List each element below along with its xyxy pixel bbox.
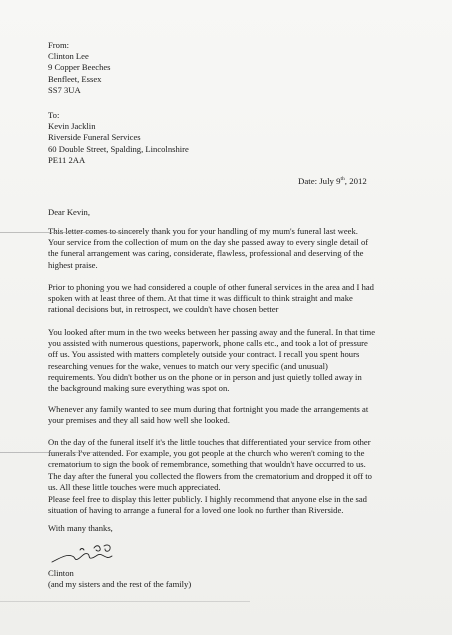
paragraph-line: the background making sure everything was spot on. (48, 383, 230, 394)
paragraph-line: you assisted with numerous questions, paperwork, phone calls etc., and took a lot of pressure (48, 338, 368, 349)
sender-town: Benfleet, Essex (48, 73, 102, 84)
recipient-address (48, 110, 189, 166)
paragraph-line: off us. You assisted with matters completely outside your contract. I recall you spent hours (48, 349, 360, 360)
paragraph-line: Please feel free to display this letter publicly. I highly recommend that anyone else in the sad (48, 494, 367, 504)
paragraph-line: spoken with at least three of them. At that time it was difficult to think straight and make (48, 293, 353, 304)
letter-date (298, 176, 367, 187)
paragraph-line: the funeral arrangement was caring, considerate, flawless, professional and deserving of the (48, 248, 364, 259)
scan-artifact-line (0, 452, 120, 453)
recipient-postcode: PE11 2AA (48, 154, 86, 165)
paragraph-line: requirements. You didn't bother us on the phone or in person and just quietly tolled away in (48, 371, 362, 382)
paragraph-line: Your service from the collection of mum on the day she passed away to every single detail of (48, 237, 369, 248)
handwritten-signature (50, 540, 140, 566)
sender-street: 9 Copper Beeches (48, 62, 111, 73)
paragraph-1 (48, 226, 420, 271)
from-label: From: (48, 40, 70, 50)
paragraph-line: us. All these little touches were much appreciated. (48, 481, 221, 492)
paragraph-4 (48, 404, 420, 426)
paragraph-3 (48, 327, 420, 394)
paragraph-line: crematorium to sign the book of remembrance, something that wouldn't have occurred to us. (48, 459, 366, 470)
paragraph-line: rational decisions but, in retrospect, we couldn't have chosen better (48, 304, 279, 315)
date-prefix: Date: July 9 (298, 176, 341, 186)
to-label: To: (48, 110, 60, 120)
paragraph-line: researching venues for the wake, venues to match our very specific (and unusual) (48, 360, 328, 371)
paragraph-5 (48, 437, 420, 493)
salutation: Dear Kevin, (48, 207, 90, 217)
sender-postcode: SS7 3UA (48, 84, 81, 95)
signature-name: Clinton (48, 568, 74, 578)
paragraph-line: your premises and they all said how well she looked. (48, 415, 230, 426)
paragraph-line: On the day of the funeral itself it's the little touches that differentiated your service from other (48, 437, 371, 447)
closing: With many thanks, (48, 523, 113, 533)
paragraph-line: The day after the funeral you collected the flowers from the crematorium and dropped it off to (48, 470, 372, 481)
sender-address (48, 40, 111, 96)
recipient-name: Kevin Jacklin (48, 121, 96, 132)
paragraph-line: funerals I've attended. For example, you got people at the church who weren't coming to the (48, 448, 365, 459)
date-year: , 2012 (344, 176, 367, 186)
recipient-company: Riverside Funeral Services (48, 132, 141, 143)
date-suffix: th (340, 176, 345, 183)
paragraph-line: Whenever any family wanted to see mum during that fortnight you made the arrangements at (48, 404, 369, 414)
scan-artifact-line (0, 601, 250, 602)
paragraph-line: situation of having to arrange a funeral for a loved one look no further than Riverside. (48, 505, 344, 516)
signature-name-block (48, 568, 191, 590)
paragraph-line: highest praise. (48, 259, 98, 270)
scan-artifact-line (0, 232, 140, 233)
recipient-street: 60 Double Street, Spalding, Lincolnshire (48, 143, 189, 154)
paragraph-line: Prior to phoning you we had considered a couple of other funeral services in the area and I had (48, 282, 374, 292)
paragraph-line: You looked after mum in the two weeks between her passing away and the funeral. In that time (48, 327, 376, 337)
paragraph-6 (48, 494, 420, 516)
paragraph-line: This letter comes to sincerely thank you for your handling of my mum's funeral last week. (48, 226, 358, 236)
signature-note: (and my sisters and the rest of the family) (48, 579, 192, 590)
sender-name: Clinton Lee (48, 51, 89, 62)
paragraph-2 (48, 282, 420, 316)
